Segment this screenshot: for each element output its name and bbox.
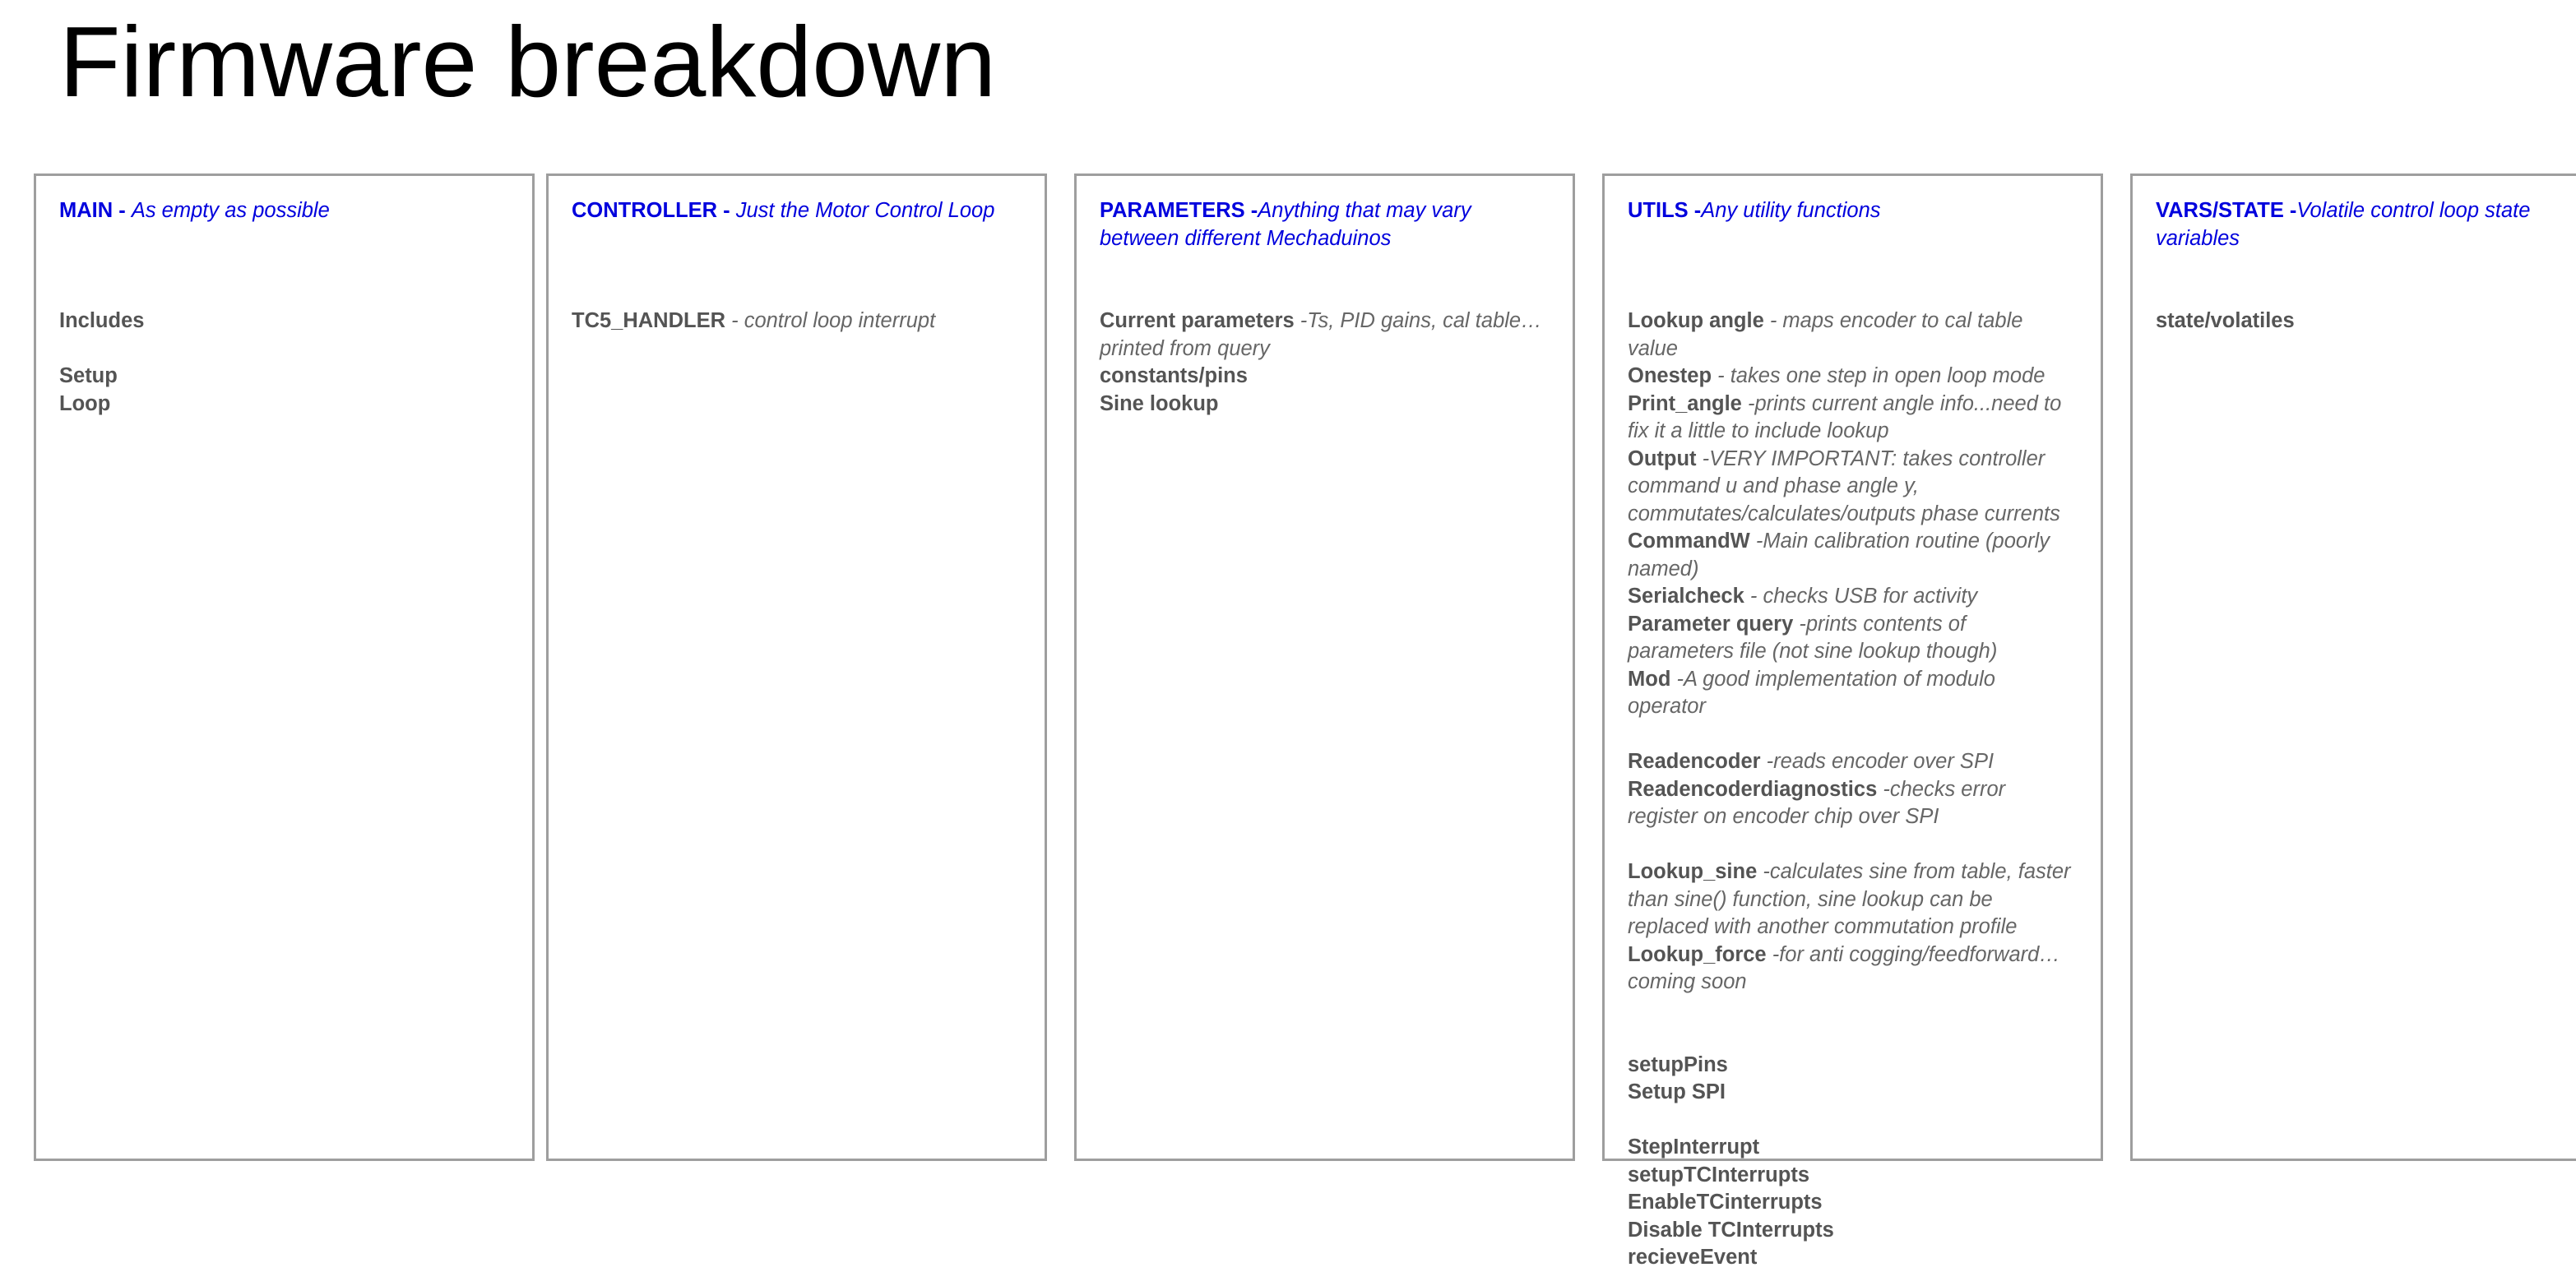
page-title: Firmware breakdown	[59, 6, 997, 118]
utils-item-commandw	[1628, 528, 2076, 583]
vars-heading	[2156, 197, 2576, 252]
vars-heading-desc: Volatile control loop state variables	[2156, 199, 2531, 250]
utils-item-name: recieveEvent	[1628, 1246, 1758, 1269]
parameters-item-name: constants/pins	[1100, 364, 1248, 387]
parameters-item-sine-lookup	[1100, 391, 1548, 419]
utils-item-lookup-force	[1628, 941, 2076, 997]
utils-item-parameter-query	[1628, 611, 2076, 666]
main-heading-desc: As empty as possible	[131, 199, 330, 222]
vars-column	[2156, 197, 2576, 335]
utils-item-enabletcinterrupts	[1628, 1189, 2076, 1217]
main-heading	[59, 197, 507, 252]
utils-item-readencoder	[1628, 748, 2076, 776]
utils-item-name: Setup SPI	[1628, 1080, 1726, 1103]
utils-item-desc: -VERY IMPORTANT: takes controller command u and phase angle y, commutates/calculates/outputs phase currents	[1628, 446, 2060, 525]
utils-item-desc: - maps encoder to cal table value	[1628, 309, 2023, 360]
parameters-heading-name: PARAMETERS -	[1100, 199, 1258, 222]
utils-item-name: Disable TCInterrupts	[1628, 1218, 1834, 1242]
utils-item-desc: -prints current angle info...need to fix it a little to include lookup	[1628, 391, 2062, 442]
utils-item-name: Serialcheck	[1628, 585, 1744, 608]
utils-item-output	[1628, 446, 2076, 529]
utils-item-desc: -checks error register on encoder chip over SPI	[1628, 777, 2006, 828]
controller-heading	[572, 197, 1020, 252]
parameters-column	[1100, 197, 1548, 418]
main-item-includes	[59, 308, 507, 335]
utils-item-setup-spi	[1628, 1079, 2076, 1107]
main-heading-name: MAIN -	[59, 199, 132, 222]
parameters-heading	[1100, 197, 1548, 252]
controller-heading-name: CONTROLLER -	[572, 199, 736, 222]
vars-item-name: state/volatiles	[2156, 309, 2295, 332]
vars-heading-name: VARS/STATE -	[2156, 199, 2297, 222]
utils-column	[1628, 197, 2076, 1272]
utils-item-desc: -Main calibration routine (poorly named)	[1628, 530, 2050, 580]
utils-heading	[1628, 197, 2076, 252]
main-item-name: Includes	[59, 309, 145, 332]
utils-item-name: Onestep	[1628, 364, 1712, 387]
parameters-item-current-parameters	[1100, 308, 1548, 363]
main-column	[59, 197, 507, 418]
main-item-name: Loop	[59, 391, 111, 415]
main-item-setup	[59, 363, 507, 391]
utils-item-name: setupTCInterrupts	[1628, 1163, 1810, 1186]
main-item-name: Setup	[59, 364, 118, 387]
utils-item-lookup-sine	[1628, 858, 2076, 941]
utils-item-name: Lookup_sine	[1628, 860, 1758, 883]
utils-item-serialcheck	[1628, 583, 2076, 611]
utils-item-setuppins	[1628, 1052, 2076, 1080]
utils-item-name: setupPins	[1628, 1052, 1728, 1076]
parameters-item-constants-pins	[1100, 363, 1548, 391]
utils-item-desc: -prints contents of parameters file (not sine lookup though)	[1628, 612, 1998, 663]
vars-item-state-volatiles	[2156, 308, 2576, 335]
utils-item-readencoderdiagnostics	[1628, 776, 2076, 831]
utils-item-disable-tcinterrupts	[1628, 1217, 2076, 1245]
parameters-item-name: Current parameters	[1100, 309, 1295, 332]
utils-item-lookup-angle	[1628, 308, 2076, 363]
utils-item-name: EnableTCinterrupts	[1628, 1191, 1823, 1214]
utils-item-stepinterrupt	[1628, 1134, 2076, 1162]
parameters-item-name: Sine lookup	[1100, 391, 1219, 415]
controller-column	[572, 197, 1020, 335]
utils-item-name: Print_angle	[1628, 391, 1742, 415]
utils-item-name: Lookup angle	[1628, 309, 1764, 332]
utils-item-name: StepInterrupt	[1628, 1136, 1760, 1159]
utils-item-desc: -A good implementation of modulo operator	[1628, 667, 1995, 718]
main-item-loop	[59, 391, 507, 419]
utils-item-desc: -reads encoder over SPI	[1760, 750, 1995, 773]
utils-item-onestep	[1628, 363, 2076, 391]
controller-item-tc5-handler	[572, 308, 1020, 335]
parameters-item-desc: -Ts, PID gains, cal table… printed from query	[1100, 309, 1542, 360]
utils-item-name: Lookup_force	[1628, 942, 1767, 966]
utils-item-name: CommandW	[1628, 530, 1750, 553]
controller-item-name: TC5_HANDLER	[572, 309, 726, 332]
utils-item-desc: - checks USB for activity	[1744, 585, 1978, 608]
utils-item-name: Output	[1628, 446, 1697, 470]
utils-heading-name: UTILS -	[1628, 199, 1702, 222]
parameters-heading-desc: Anything that may vary between different Mechaduinos	[1100, 199, 1471, 250]
utils-item-desc: - takes one step in open loop mode	[1712, 364, 2046, 387]
controller-heading-desc: Just the Motor Control Loop	[735, 199, 995, 222]
utils-item-desc: -for anti cogging/feedforward… coming soon	[1628, 942, 2060, 993]
utils-item-mod	[1628, 666, 2076, 721]
utils-item-print-angle	[1628, 391, 2076, 446]
utils-item-setuptcinterrupts	[1628, 1162, 2076, 1190]
utils-item-desc: -calculates sine from table, faster than sine() function, sine lookup can be replaced with another commutation profile	[1628, 860, 2071, 938]
controller-item-desc: - control loop interrupt	[725, 309, 936, 332]
utils-item-name: Mod	[1628, 667, 1671, 691]
utils-item-name: Parameter query	[1628, 612, 1794, 636]
utils-heading-desc: Any utility functions	[1701, 199, 1881, 222]
utils-item-name: Readencoderdiagnostics	[1628, 777, 1878, 801]
utils-item-name: Readencoder	[1628, 750, 1761, 773]
